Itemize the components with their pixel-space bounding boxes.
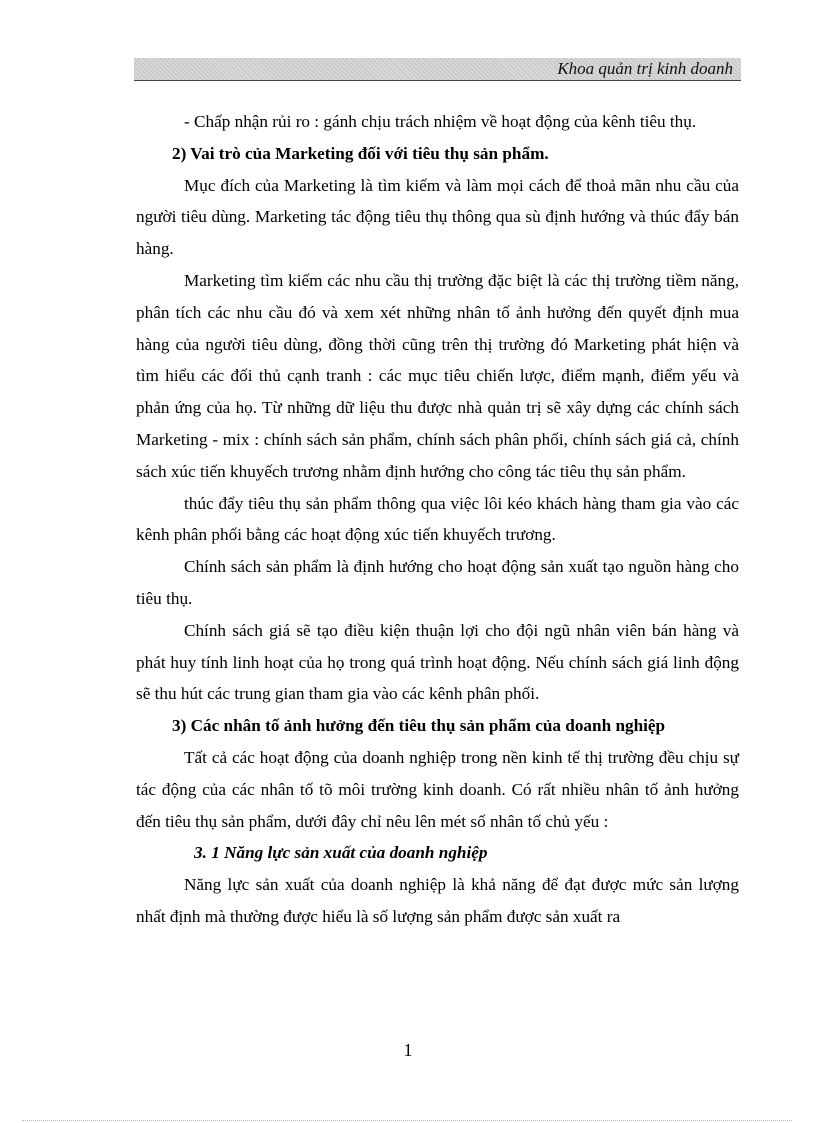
- page-number: 1: [403, 1040, 413, 1060]
- paragraph-product-policy: Chính sách sản phẩm là định hướng cho hoạt động sản xuất tạo nguồn hàng cho tiêu thụ.: [136, 557, 739, 608]
- paragraph-promotion: thúc đẩy tiêu thụ sản phẩm thông qua việc lôi kéo khách hàng tham gia vào các kênh phân phối bằng các hoạt động xúc tiến khuyếch trương.: [136, 493, 739, 545]
- page-bottom-divider: [22, 1120, 792, 1121]
- page-header: [134, 58, 741, 81]
- subsection-heading-3-1: 3. 1 Năng lực sản xuất của doanh nghiệp: [194, 843, 488, 863]
- section-heading-3: 3) Các nhân tố ảnh hưởng đến tiêu thụ sản phẩm của doanh nghiệp: [172, 716, 666, 736]
- paragraph-marketing-purpose: Mục đích của Marketing là tìm kiếm và làm mọi cách để thoả mãn nhu cầu của người tiêu dùng. Marketing tác động tiêu thụ thông qua sù định hướng và thúc đẩy bán hàng.: [136, 175, 739, 259]
- paragraph-price-policy: Chính sách giá sẽ tạo điều kiện thuận lợi cho đội ngũ nhân viên bán hàng và phát huy tính linh hoạt của họ trong quá trình hoạt động. Nếu chính sách giá linh động sẽ thu hút các trung gian tham gia vào các kênh phân phối.: [136, 620, 739, 704]
- section-heading-2: 2) Vai trò của Marketing đối với tiêu thụ sản phẩm.: [172, 143, 549, 163]
- document-body: [136, 106, 739, 933]
- paragraph-risk: - Chấp nhận rủi ro : gánh chịu trách nhiệm về hoạt động của kênh tiêu thụ.: [184, 112, 697, 131]
- header-title: Khoa quản trị kinh doanh: [557, 59, 733, 78]
- paragraph-production-capacity: Năng lực sản xuất của doanh nghiệp là khả năng để đạt được mức sản lượng nhất định mà thường được hiểu là số lượng sản phẩm được sản xuất ra: [136, 875, 739, 926]
- paragraph-marketing-research: Marketing tìm kiếm các nhu cầu thị trường đặc biệt là các thị trường tiềm năng, phân tích các nhu cầu đó và xem xét những nhân tố ảnh hưởng đến quyết định mua hàng của người tiêu dùng, đồng thời cũng trên thị trường đó Marketing phát hiện và tìm hiểu các đối thủ cạnh tranh : các mục tiêu chiến lược, điểm mạnh, điểm yếu và phản ứng của họ. Từ những dữ liệu thu được nhà quản trị sẽ xây dựng các chính sách Marketing - mix : chính sách sản phẩm, chính sách phân phối, chính sách giá cả, chính sách xúc tiến khuyếch trương nhằm định hướng cho công tác tiêu thụ sản phẩm.: [136, 270, 739, 481]
- paragraph-factors: Tất cả các hoạt động của doanh nghiệp trong nền kinh tế thị trường đều chịu sự tác động của các nhân tố tõ môi trường kinh doanh. Có rất nhiều nhân tố ảnh hưởng đến tiêu thụ sản phẩm, dưới đây chỉ nêu lên mét số nhân tố chủ yếu :: [136, 747, 739, 831]
